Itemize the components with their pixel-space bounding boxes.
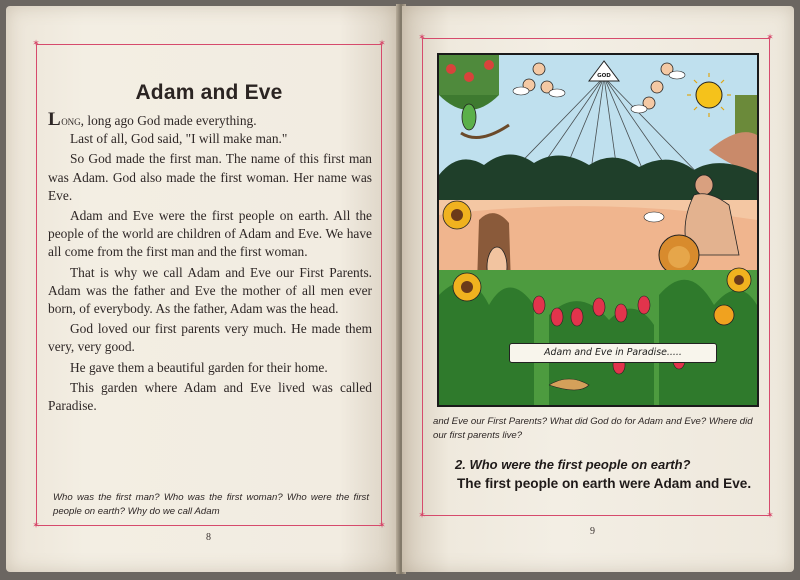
corner-ornament-icon: ✶	[378, 39, 386, 49]
corner-ornament-icon: ✶	[378, 521, 386, 531]
god-label: GOD	[597, 73, 611, 79]
corner-ornament-icon: ✶	[32, 39, 40, 49]
corner-ornament-icon: ✶	[766, 511, 774, 521]
review-question: Who was the first man? Who was the first woman? Who were the first people on earth? Why do we call Adam	[53, 492, 369, 517]
drop-cap: L	[48, 109, 62, 130]
paradise-illustration	[437, 53, 759, 407]
corner-ornament-icon: ✶	[418, 33, 426, 43]
review-question-continued: and Eve our First Parents? What did God do for Adam and Eve? Where did our first parents live?	[433, 416, 753, 441]
paragraph-3: So God made the first man. The name of this first man was Adam. God also made the first woman. Her name was Eve.	[48, 151, 372, 203]
page-title: Adam and Eve	[135, 81, 283, 104]
corner-ornament-icon: ✶	[32, 521, 40, 531]
paragraph-4: Adam and Eve were the first people on earth. All the people of the world are children of Adam and Eve. We have all come from the first man and the first woman.	[48, 208, 372, 260]
story-text	[48, 111, 372, 415]
right-page-border	[418, 33, 774, 521]
paragraph-8: This garden where Adam and Eve lived was called Paradise.	[48, 379, 372, 414]
catechism-question: 2. Who were the first people on earth?	[455, 457, 691, 472]
paragraph-7: He gave them a beautiful garden for their home.	[70, 359, 328, 375]
paragraph-6: God loved our first parents very much. He made them very, very good.	[48, 321, 372, 355]
corner-ornament-icon: ✶	[766, 33, 774, 43]
page-number: 9	[590, 526, 595, 537]
left-page	[6, 6, 398, 572]
paragraph-5: That is why we call Adam and Eve our First Parents. Adam was the father and Eve the mother of all men ever born, of everybody. As the father, Adam was the head.	[48, 264, 372, 317]
paragraph-1: Long, long ago God made everything.	[48, 109, 257, 130]
page-number: 8	[206, 532, 211, 543]
catechism-answer: The first people on earth were Adam and Eve.	[457, 476, 752, 491]
left-page-border	[32, 39, 386, 531]
paragraph-2: Last of all, God said, "I will make man."	[70, 131, 288, 147]
corner-ornament-icon: ✶	[418, 511, 426, 521]
illustration-caption: Adam and Eve in Paradise.....	[509, 343, 717, 363]
right-page	[402, 6, 794, 572]
